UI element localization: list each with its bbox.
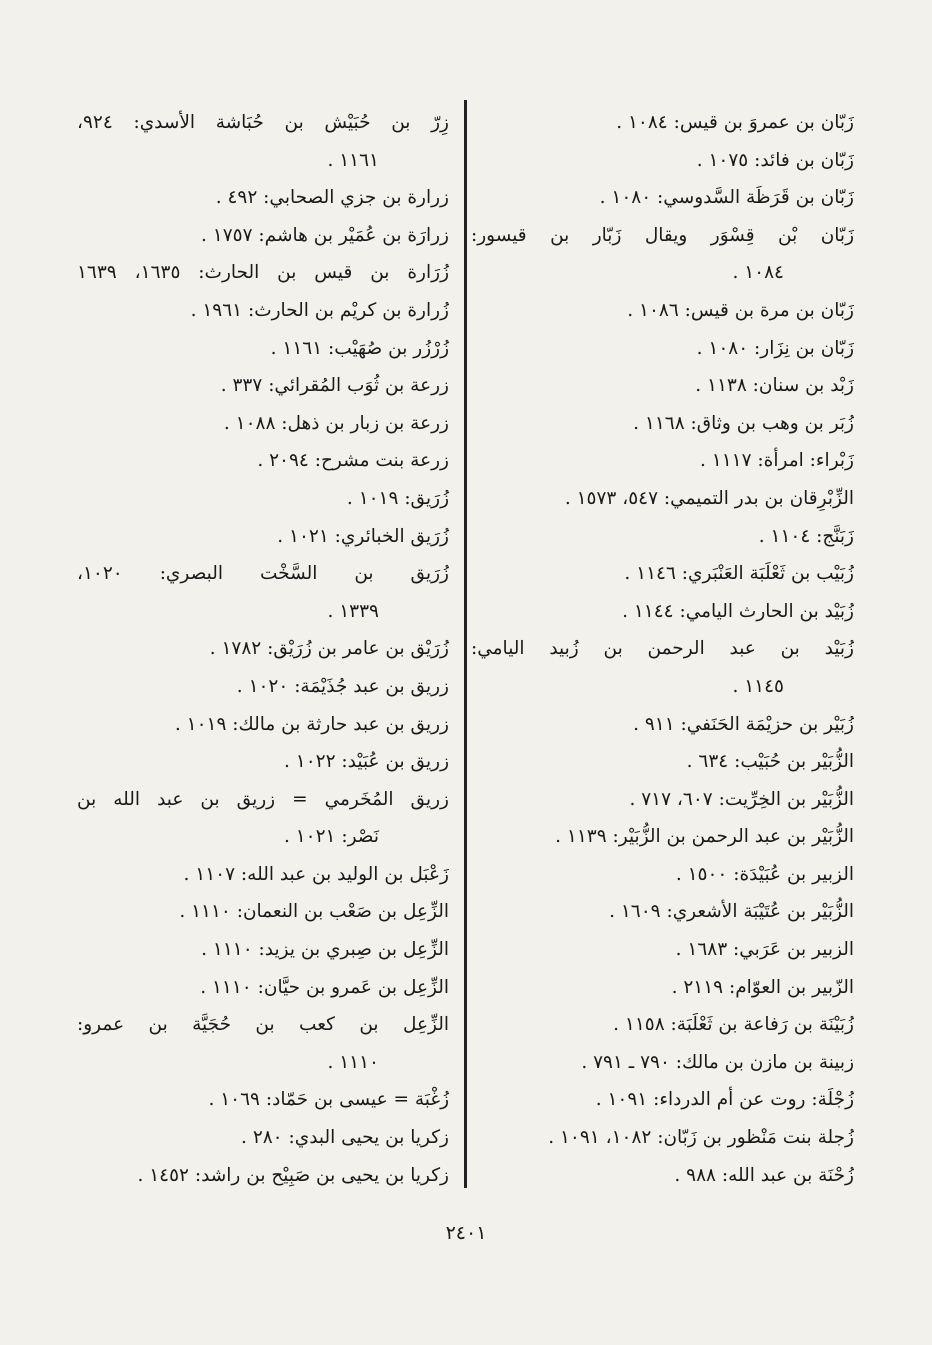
index-entry-continuation: ١١٦١ .	[327, 149, 379, 171]
index-entry: الزّبير بن العوّام: ٢١١٩ .	[671, 976, 854, 998]
index-entry: زُرارة بن كريْم بن الحارث: ١٩٦١ .	[190, 299, 449, 321]
index-entry: زُبَيْنَة بن رَفاعة بن ثَعْلَبَة: ١١٥٨ .	[613, 1014, 854, 1036]
index-entry: زُرَيق: ١٠١٩ .	[346, 487, 449, 509]
index-entry: زريق بن عبد حارثة بن مالك: ١٠١٩ .	[174, 713, 449, 735]
index-entry: زُبَر بن وهب بن وثاق: ١١٦٨ .	[633, 412, 854, 434]
index-entry: الزِّعِل بن عَمرو بن حيَّان: ١١١٠ .	[200, 976, 449, 998]
index-entry: زُرَارة بن قيس بن الحارث: ١٦٣٥، ١٦٣٩	[77, 262, 449, 284]
index-entry: زُرَيْق بن عامر بن زُرَيْق: ١٧٨٢ .	[209, 638, 449, 660]
index-entry: زُبَيْر بن حزيْمَة الحَنَفي: ٩١١ .	[633, 713, 854, 735]
index-entry: زَبَنَّج: ١١٠٤ .	[758, 525, 854, 547]
index-entry: زَبّان بن فائد: ١٠٧٥ .	[696, 149, 854, 171]
index-entry: زَبّان بن عمروَ بن قيس: ١٠٨٤ .	[616, 112, 854, 133]
column-divider	[464, 100, 467, 1188]
index-entry: زرعة بن زبار بن ذهل: ١٠٨٨ .	[223, 412, 449, 434]
index-entry: زرارَة بن عُمَيْر بن هاشم: ١٧٥٧ .	[201, 224, 449, 246]
index-entry: زَبّان بْن قِسْوَر ويقال زَبّار بن قيسور:	[471, 224, 854, 246]
index-entry: زُجْلَة: روت عن أم الدرداء: ١٠٩١ .	[595, 1089, 854, 1111]
index-entry: زُحْنَة بن عبد الله: ٩٨٨ .	[674, 1164, 854, 1186]
index-entry-continuation: نَصْر: ١٠٢١ .	[283, 826, 379, 848]
index-entry: الزبير بن عَرَبي: ١٦٨٣ .	[675, 939, 854, 961]
index-entry: زَبّان بن مرة بن قيس: ١٠٨٦ .	[627, 299, 854, 321]
index-entry: زَعْبَل بن الوليد بن عبد الله: ١١٠٧ .	[183, 863, 449, 885]
index-entry: زُبَيْب بن ثَعْلَبَة العَنْبَري: ١١٤٦ .	[624, 563, 854, 585]
page-number: ٢٤٠١	[445, 1222, 487, 1244]
index-entry: الزُّبَيْر بن عبد الرحمن بن الزُّبَيْر: ١١٣٩ .	[555, 826, 854, 848]
index-entry: زُرَيق الخبائري: ١٠٢١ .	[277, 525, 449, 547]
index-entry: زكريا بن يحيى البدي: ٢٨٠ .	[241, 1127, 449, 1149]
index-entry-continuation: ١١٤٥ .	[732, 675, 784, 697]
index-entry: زُرَيق بن السَّخْت البصري: ١٠٢٠،	[77, 563, 449, 585]
index-entry: زُغْبَة = عيسى بن حَمّاد: ١٠٦٩ .	[208, 1089, 449, 1111]
index-entry: الزُّبَيْر بن الخِرِّيت: ٦٠٧، ٧١٧ .	[629, 788, 854, 810]
index-entry: زريق بن عُبَيْد: ١٠٢٢ .	[284, 751, 449, 773]
index-entry: زَبْراء: امرأة: ١١١٧ .	[700, 450, 854, 472]
index-entry: الزِّعِل بن صَعْب بن النعمان: ١١١٠ .	[179, 901, 449, 923]
index-entry: الزُّبَيْر بن عُتَيْبَة الأشعري: ١٦٠٩ .	[609, 901, 854, 923]
index-entry: زُرْزُر بن صُهَيْب: ١١٦١ .	[270, 337, 449, 359]
index-entry-continuation: ١٣٣٩ .	[327, 600, 379, 622]
index-entry: زِرّ بن حُبَيْش بن حُبَاشة الأسدي: ٩٢٤،	[77, 112, 449, 133]
index-entry: الزِّعِل بن صِبري بن يزيد: ١١١٠ .	[201, 939, 449, 961]
index-entry: الزبير بن عُبَيْدَة: ١٥٠٠ .	[675, 863, 854, 885]
index-entry: زريق بن عبد جُذَيْمَة: ١٠٢٠ .	[236, 675, 449, 697]
index-entry: زريق المُخَرمي = زريق بن عبد الله بن	[77, 788, 449, 810]
index-entry-continuation: ١١١٠ .	[327, 1051, 379, 1073]
right-column	[471, 104, 854, 1194]
index-entry: زَبّان بن قَرَظَة السَّدوسي: ١٠٨٠ .	[599, 187, 854, 209]
index-entry: الزِّبْرِقان بن بدر التميمي: ٥٤٧، ١٥٧٣ .	[564, 487, 854, 509]
index-entry-continuation: ١٠٨٤ .	[732, 262, 784, 284]
index-entry: زُجلة بنت مَنْظور بن زَبّان: ١٠٨٢، ١٠٩١ .	[548, 1127, 854, 1149]
index-entry: زرعة بن ثُوَب المُقرائي: ٣٣٧ .	[220, 375, 449, 397]
left-column	[77, 104, 449, 1194]
index-entry: زَبْد بن سنان: ١١٣٨ .	[695, 375, 854, 397]
index-entry: زبينة بن مازن بن مالك: ٧٩٠ ـ ٧٩١ .	[581, 1051, 854, 1073]
index-entry: زرعة بنت مشرح: ٢٠٩٤ .	[257, 450, 449, 472]
index-entry: زُبَيْد بن عبد الرحمن بن زُبيد اليامي:	[471, 638, 854, 660]
index-entry: الزِّعِل بن كعب بن حُجَيَّة بن عمرو:	[77, 1014, 449, 1036]
index-entry: زُبَيْد بن الحارث اليامي: ١١٤٤ .	[622, 600, 854, 622]
index-entry: زَبّان بن نِزَار: ١٠٨٠ .	[696, 337, 854, 359]
index-entry: زرارة بن جزي الصحابي: ٤٩٢ .	[215, 187, 449, 209]
index-entry: الزُّبَيْر بن حُبَيْب: ٦٣٤ .	[686, 751, 854, 773]
index-entry: زكريا بن يحيى بن صَبِيْح بن راشد: ١٤٥٢ .	[137, 1164, 449, 1186]
